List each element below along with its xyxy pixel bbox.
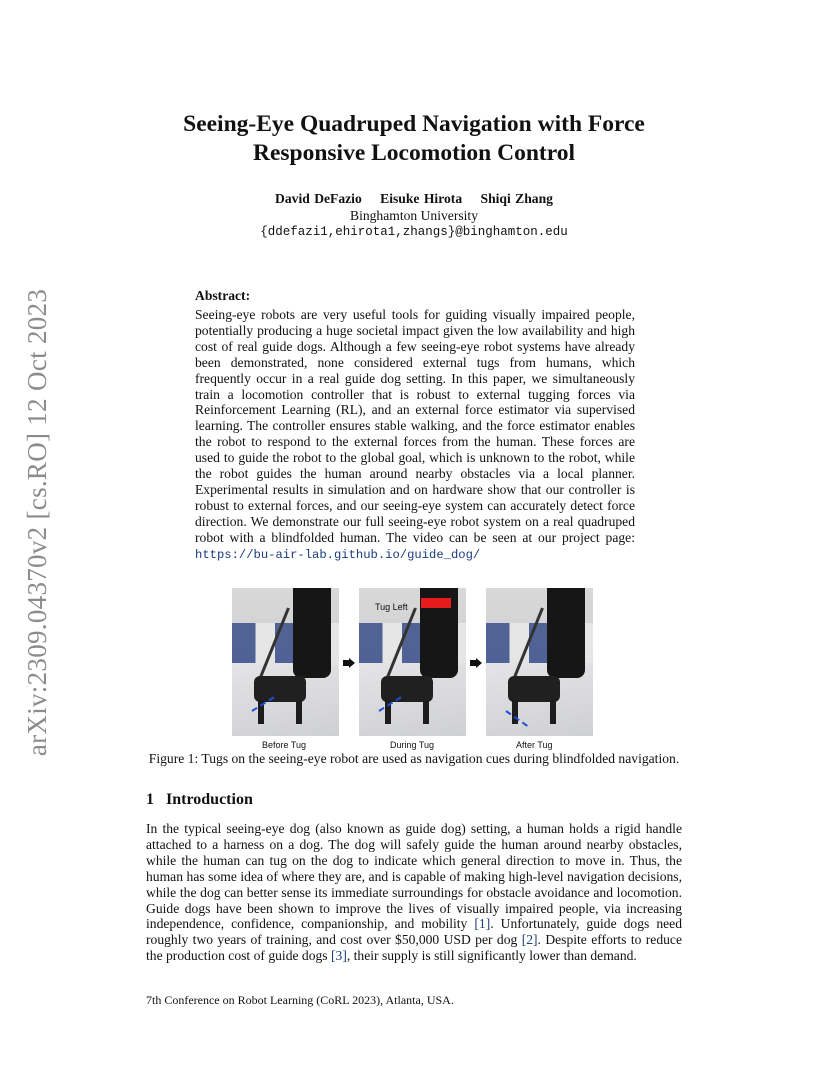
paper-title bbox=[120, 110, 708, 168]
panel-caption: Before Tug bbox=[262, 740, 307, 750]
figure-caption: Figure 1: Tugs on the seeing-eye robot are used as navigation cues during blindfolded navigation. bbox=[148, 751, 680, 766]
after-tug-photo bbox=[486, 588, 593, 736]
project-page-link[interactable]: https://bu-air-lab.github.io/guide_dog/ bbox=[195, 547, 481, 562]
quadruped-robot bbox=[381, 676, 433, 702]
section-heading bbox=[146, 791, 253, 809]
human-legs bbox=[293, 588, 331, 678]
author-name: Eisuke Hirota bbox=[380, 191, 463, 206]
intro-text-part: , their supply is still significantly lower than demand. bbox=[346, 948, 637, 964]
figure-1 bbox=[232, 588, 594, 753]
author-name: Shiqi Zhang bbox=[480, 191, 553, 206]
conference-footnote: 7th Conference on Robot Learning (CoRL 2023), Atlanta, USA. bbox=[146, 993, 454, 1007]
title-line-1: Seeing-Eye Quadruped Navigation with Force bbox=[183, 111, 645, 137]
introduction-text bbox=[146, 821, 682, 964]
author-name: David DeFazio bbox=[275, 191, 362, 206]
author-block bbox=[120, 190, 708, 241]
abstract-heading: Abstract: bbox=[195, 288, 251, 303]
intro-text-part: In the typical seeing-eye dog (also known as guide dog) setting, a human holds a rigid handle attached to a harness on a dog. The dog will safely guide the human around nearby obstacles, while the human can tug on the dog to indicate which general direction to move in. Thus, the human has some idea of where they are, and is capable of making high-level navigation decisions, while the dog can better sense its immediate surroundings for obstacle avoidance and locomotion. Guide dogs have been shown to improve the lives of visually impaired people, via increasing independence, confidence, companionship, and mobility bbox=[146, 821, 682, 932]
human-legs bbox=[547, 588, 585, 678]
arxiv-id-text: arXiv:2309.04370v2 [cs.RO] 12 Oct 2023 bbox=[22, 288, 53, 756]
tug-left-label: Tug Left bbox=[375, 602, 408, 612]
section-number: 1 bbox=[146, 791, 154, 808]
author-names bbox=[120, 190, 708, 207]
intro-text-part: . Unfortunately, guide dogs need roughly two years of training, and cost over $50,000 USD per dog bbox=[146, 916, 682, 948]
title-line-2: Responsive Locomotion Control bbox=[252, 140, 576, 166]
citation-link[interactable]: [3] bbox=[331, 948, 347, 964]
abstract-body-text: Seeing-eye robots are very useful tools for guiding visually impaired people, potentially producing a huge societal impact given the low availability and high cost of real guide dogs. Although a few seeing-eye robot systems have already been demonstrated, none considered external tugs from humans, which frequently occur in a real guide dog setting. In this paper, we simultaneously train a locomotion controller that is robust to external tugging forces via Reinforcement Learning (RL), and an external force estimator via supervised learning. The controller ensures stable walking, and the force estimator enables the robot to respond to the external forces from the human. These forces are used to guide the robot to the global goal, which is unknown to the robot, while the robot guides the human around nearby obstacles via a local planner. Experimental results in simulation and on hardware show that our controller is robust to external forces, and our seeing-eye system can accurately detect force direction. We demonstrate our full seeing-eye robot system on a real quadruped robot with a blindfolded human. The video can be seen at our project page: bbox=[195, 307, 635, 545]
citation-link[interactable]: [1] bbox=[474, 916, 491, 932]
panel-caption: After Tug bbox=[516, 740, 553, 750]
panel-caption: During Tug bbox=[390, 740, 435, 750]
quadruped-robot bbox=[508, 676, 560, 702]
intro-text-part: . Despite efforts to reduce the production cost of guide dogs bbox=[146, 932, 683, 964]
during-tug-photo bbox=[359, 588, 466, 736]
citation-link[interactable]: [2] bbox=[521, 932, 538, 948]
right-arrow-icon bbox=[343, 658, 355, 668]
affiliation: Binghamton University bbox=[350, 208, 478, 223]
right-arrow-icon bbox=[470, 658, 482, 668]
quadruped-robot bbox=[254, 676, 306, 702]
author-emails: {ddefazi1,ehirota1,zhangs}@binghamton.edu bbox=[260, 225, 568, 239]
tug-bar-icon bbox=[421, 598, 451, 608]
before-tug-photo bbox=[232, 588, 339, 736]
arxiv-identifier bbox=[20, 287, 56, 757]
abstract-text bbox=[195, 307, 635, 564]
section-title: Introduction bbox=[166, 791, 253, 808]
